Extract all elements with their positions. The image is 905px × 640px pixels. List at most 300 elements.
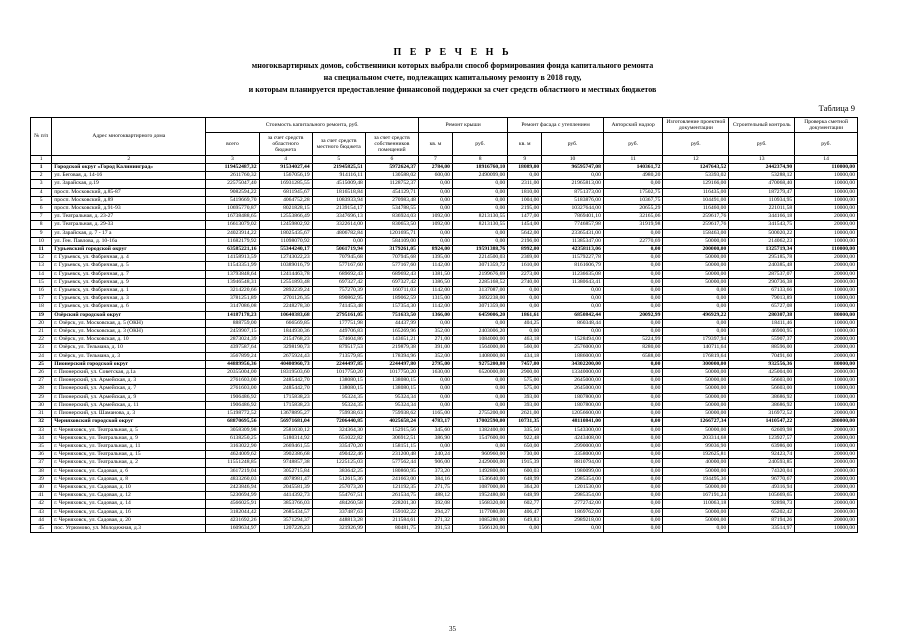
row-value: 110063,18 <box>663 500 729 508</box>
row-value: 759938,62 <box>365 410 418 418</box>
row-value: 0,00 <box>603 303 663 311</box>
row-address: г. Черняховск, ул. Садовая, д. 16 <box>52 508 206 516</box>
row-value: 890862,95 <box>312 295 365 303</box>
row-address: ул. Театральная, д. 23-27 <box>52 213 206 221</box>
row-value: 20000,00 <box>795 467 858 475</box>
row-value: 0,00 <box>603 377 663 385</box>
row-value: 10695770,87 <box>206 205 259 213</box>
row-value: 130588,02 <box>365 172 418 180</box>
row-address: г. Черняховск, ул. Театральная, д. 2 <box>52 459 206 467</box>
row-number: 26 <box>31 369 52 377</box>
table-row <box>31 451 858 459</box>
row-address: г. Черняховск, ул. Садовая, д. 8 <box>52 475 206 483</box>
row-address: просп. Московский, д.85-87 <box>52 188 206 196</box>
row-value: 0,00 <box>418 196 452 204</box>
row-value: 21945825,51 <box>312 164 365 172</box>
row-value: 906,00 <box>418 459 452 467</box>
row-value: 1610,00 <box>508 262 542 270</box>
row-value: 6850842,44 <box>542 311 604 319</box>
row-address: г. Черняховск, ул. Театральная, д. 5 <box>52 426 206 434</box>
row-value: 1165,00 <box>418 410 452 418</box>
row-value: 3347696,13 <box>312 213 365 221</box>
row-address: г. Черняховск, ул. Театральная, д. 15 <box>52 451 206 459</box>
row-value: 960960,00 <box>452 451 507 459</box>
row-value: 228201,30 <box>365 500 418 508</box>
row-value: 6520000,00 <box>452 369 507 377</box>
row-value: 49316,94 <box>729 483 795 491</box>
row-value: 2611760,32 <box>206 172 259 180</box>
table-row <box>31 303 858 311</box>
row-value: 577167,60 <box>365 262 418 270</box>
row-address: г. Пионерский, ул. Армейская, д. 7 <box>52 385 206 393</box>
table-row <box>31 205 858 213</box>
row-value: 324364,30 <box>312 426 365 434</box>
row-value: 2755200,00 <box>452 410 507 418</box>
row-value: 11236635,08 <box>542 270 604 278</box>
row-value: 648,99 <box>508 475 542 483</box>
table-row <box>31 336 858 344</box>
row-value: 1142,00 <box>418 303 452 311</box>
row-value: 584109,00 <box>365 237 418 245</box>
row-value: 1492800,00 <box>452 467 507 475</box>
row-value: 10000,00 <box>795 205 858 213</box>
row-value: 280000,00 <box>795 418 858 426</box>
row-value: 575,00 <box>508 377 542 385</box>
row-value: 12459802,92 <box>259 221 312 229</box>
row-value: 1207226,23 <box>259 524 312 532</box>
row-value: 0,00 <box>603 451 663 459</box>
table-row <box>31 229 858 237</box>
row-address: г. Озёрск, ул. Тельмана, д. 3 <box>52 352 206 360</box>
row-value: 0,00 <box>452 385 507 393</box>
row-value: 3137087,00 <box>452 287 507 295</box>
row-value: 0,00 <box>603 385 663 393</box>
row-value: 1568320,00 <box>452 500 507 508</box>
row-value: 0,00 <box>542 524 604 532</box>
row-value: 1382400,00 <box>452 426 507 434</box>
row-value: 10000,00 <box>795 196 858 204</box>
header-regional: за счет средств областного бюджета <box>259 133 312 156</box>
row-value: 306912,51 <box>365 434 418 442</box>
row-value: 0,00 <box>508 172 542 180</box>
row-value: 56603,00 <box>729 385 795 393</box>
row-value: 0,00 <box>603 401 663 409</box>
row-value: 2795161,05 <box>312 311 365 319</box>
row-value: 1807800,00 <box>542 401 604 409</box>
row-value: 1142,00 <box>418 262 452 270</box>
row-value: 4624009,62 <box>206 451 259 459</box>
row-value: 10000,00 <box>795 287 858 295</box>
row-value: 23365431,00 <box>542 229 604 237</box>
row-value: 2139154,17 <box>312 205 365 213</box>
table-row <box>31 196 858 204</box>
row-value: 143651,21 <box>365 336 418 344</box>
row-value: 0,00 <box>603 467 663 475</box>
row-value: 203314,68 <box>663 434 729 442</box>
header-supervision-unit: руб. <box>603 133 663 156</box>
row-value: 0,00 <box>603 278 663 286</box>
row-value: 18089,00 <box>508 164 542 172</box>
row-value: 20000,00 <box>795 262 858 270</box>
row-value: 0,00 <box>603 287 663 295</box>
row-value: 13678895,27 <box>259 410 312 418</box>
row-address: г. Черняховск, ул. Садовая, д. 20 <box>52 516 206 524</box>
header-design: Изготовление проектной документации <box>663 118 729 133</box>
column-number: 2 <box>52 156 206 164</box>
row-value: 391,53 <box>418 524 452 532</box>
row-address: г. Пионерский, ул. Шаманова, д. 3 <box>52 410 206 418</box>
row-value: 20000,00 <box>795 352 858 360</box>
row-value: 2581030,12 <box>259 426 312 434</box>
row-value: 96770,67 <box>729 475 795 483</box>
row-value: 11098070,92 <box>259 237 312 245</box>
row-value: 2485442,70 <box>259 377 312 385</box>
row-value: 1087000,00 <box>452 483 507 491</box>
row-value: 157354,30 <box>365 303 418 311</box>
row-value: 689692,43 <box>365 270 418 278</box>
row-value: 0,00 <box>603 180 663 188</box>
row-value: 10000,00 <box>795 328 858 336</box>
row-value: 393,00 <box>508 393 542 401</box>
row-value: 4397587,64 <box>206 344 259 352</box>
row-value: 707945,68 <box>365 254 418 262</box>
table-row <box>31 483 858 491</box>
row-value: 110000,00 <box>795 246 858 254</box>
row-value: 10000,00 <box>795 385 858 393</box>
row-value: 8213130,55 <box>452 221 507 229</box>
row-value: 20000,00 <box>795 344 858 352</box>
row-value: 0,00 <box>603 508 663 516</box>
row-value: 10367,75 <box>603 196 663 204</box>
row-value: 730,00 <box>508 451 542 459</box>
row-value: 321926,99 <box>312 524 365 532</box>
row-value: 110000,00 <box>795 164 858 172</box>
row-address: г. Пионерский, ул. Армейская, д. 9 <box>52 393 206 401</box>
row-value: 6138250,25 <box>206 434 259 442</box>
row-value: 0,00 <box>542 287 604 295</box>
row-number: 20 <box>31 319 52 327</box>
row-value: 0,00 <box>603 328 663 336</box>
row-value: 0,00 <box>418 229 452 237</box>
row-address: ул. Зарайская, д.19 <box>52 180 206 188</box>
row-address: ул. Ген. Павлова, д. 10-16а <box>52 237 206 245</box>
row-value: 257073,20 <box>312 483 365 491</box>
row-number: 18 <box>31 303 52 311</box>
row-value: 1085280,00 <box>452 516 507 524</box>
row-value: 3322614,00 <box>312 221 365 229</box>
row-value: 2985354,00 <box>542 475 604 483</box>
row-value: 9748857,38 <box>259 459 312 467</box>
row-value: 488,12 <box>418 492 452 500</box>
row-value: 138080,15 <box>312 377 365 385</box>
table-row <box>31 311 858 319</box>
row-value: 6588,00 <box>603 352 663 360</box>
row-value: 68870695,56 <box>206 418 259 426</box>
row-value: 0,00 <box>663 303 729 311</box>
row-value: 6811945,67 <box>259 188 312 196</box>
table-row <box>31 188 858 196</box>
row-value: 13946548,31 <box>206 278 259 286</box>
row-value: 241663,00 <box>365 475 418 483</box>
row-value: 12553866,49 <box>259 213 312 221</box>
row-value: 50000,00 <box>663 385 729 393</box>
row-value: 20000,00 <box>795 500 858 508</box>
row-value: 649,83 <box>508 516 542 524</box>
row-value: 5972624,37 <box>365 164 418 172</box>
row-value: 2154768,23 <box>259 336 312 344</box>
row-value: 335,50 <box>508 426 542 434</box>
row-value: 3163022,90 <box>206 442 259 450</box>
row-value: 38686,92 <box>729 401 795 409</box>
row-value: 1869762,00 <box>542 508 604 516</box>
row-value: 0,00 <box>452 188 507 196</box>
row-value: 187279,47 <box>729 188 795 196</box>
row-value: 31919,98 <box>603 221 663 229</box>
row-value: 140361,72 <box>603 164 663 172</box>
row-address: г. Гурьевск, ул. Фабричная, д. 3 <box>52 295 206 303</box>
row-value: 5183876,00 <box>542 196 604 204</box>
row-value: 5642,00 <box>508 229 542 237</box>
row-value: 0,00 <box>452 180 507 188</box>
row-value: 4806782,84 <box>312 229 365 237</box>
row-value: 1325719,34 <box>729 246 795 254</box>
row-value: 20000,00 <box>795 426 858 434</box>
row-value: 2490099,00 <box>452 172 507 180</box>
row-number: 6 <box>31 205 52 213</box>
row-value: 22575047,40 <box>206 180 259 188</box>
row-address: г. Черняховск, ул. Садовая, д. 14 <box>52 500 206 508</box>
row-value: 0,00 <box>542 328 604 336</box>
row-value: 50000,00 <box>663 369 729 377</box>
row-address: Озёрский городской округ <box>52 311 206 319</box>
row-value: 888759,00 <box>206 319 259 327</box>
row-value: 0,00 <box>603 229 663 237</box>
row-value: 1906486,92 <box>206 401 259 409</box>
row-value: 2761603,00 <box>206 377 259 385</box>
row-value: 0,00 <box>603 410 663 418</box>
row-value: 0,00 <box>603 369 663 377</box>
row-number: 21 <box>31 328 52 336</box>
row-value: 2285168,52 <box>452 278 507 286</box>
row-number: 19 <box>31 311 52 319</box>
row-value: 0,00 <box>663 524 729 532</box>
row-value: 46900,95 <box>729 328 795 336</box>
row-value: 12551893,48 <box>259 278 312 286</box>
row-value: 119452487,32 <box>206 164 259 172</box>
row-value: 1547600,00 <box>452 434 507 442</box>
row-value: 751633,50 <box>365 311 418 319</box>
row-address: Черняховский городской округ <box>52 418 206 426</box>
row-value: 648,99 <box>508 492 542 500</box>
row-value: 20000,00 <box>795 475 858 483</box>
row-address: г. Черняховск, ул. Садовая, д. 12 <box>52 492 206 500</box>
row-value: 0,00 <box>603 434 663 442</box>
row-value: 219879,38 <box>365 344 418 352</box>
row-value: 2900,00 <box>508 369 542 377</box>
row-value: 88596,00 <box>729 344 795 352</box>
row-address: пос. Угрюмово, ул. Молодежная, д.3 <box>52 524 206 532</box>
row-value: 20000,00 <box>795 213 858 221</box>
row-value: 0,00 <box>542 303 604 311</box>
row-value: 12056600,00 <box>542 410 604 418</box>
column-number: 14 <box>795 156 858 164</box>
row-value: 177751,98 <box>312 319 365 327</box>
row-value: 92898,73 <box>729 500 795 508</box>
row-value: 0,00 <box>603 393 663 401</box>
row-address: ул. Беговая, д. 14-16 <box>52 172 206 180</box>
repair-table <box>30 117 858 533</box>
row-value: 22770,69 <box>603 237 663 245</box>
row-value: 574604,86 <box>312 336 365 344</box>
row-value: 79013,89 <box>729 295 795 303</box>
row-value: 2985354,00 <box>542 492 604 500</box>
row-value: 50000,00 <box>663 516 729 524</box>
row-value: 4064752,28 <box>259 196 312 204</box>
row-value: 50000,00 <box>663 467 729 475</box>
row-value: 116435,00 <box>663 188 729 196</box>
row-value: 10000,00 <box>795 303 858 311</box>
row-value: 0,00 <box>603 295 663 303</box>
row-value: 2459907,15 <box>206 328 259 336</box>
row-value: 152915,56 <box>365 426 418 434</box>
row-value: 337487,63 <box>312 508 365 516</box>
row-value: 63585221,16 <box>206 246 259 254</box>
row-value: 1543300,00 <box>542 426 604 434</box>
row-value: 92423,74 <box>729 451 795 459</box>
row-value: 160711,03 <box>365 287 418 295</box>
row-number: 42 <box>31 500 52 508</box>
row-value: 116460,00 <box>663 205 729 213</box>
row-value: 2873024,39 <box>206 336 259 344</box>
row-value: 0,00 <box>603 319 663 327</box>
row-number: 43 <box>31 508 52 516</box>
table-row <box>31 467 858 475</box>
row-value: 2740,00 <box>508 278 542 286</box>
row-address: г. Черняховск, ул. Театральная, д. 11 <box>52 442 206 450</box>
table-row <box>31 401 858 409</box>
row-value: 194495,36 <box>663 475 729 483</box>
row-value: 707945,68 <box>312 254 365 262</box>
row-number: 27 <box>31 377 52 385</box>
row-value: 373,20 <box>418 467 452 475</box>
row-value: 0,00 <box>418 319 452 327</box>
row-value: 24023914,22 <box>206 229 259 237</box>
row-value: 2772742,00 <box>542 500 604 508</box>
row-value: 1225125,03 <box>312 459 365 467</box>
row-number: 29 <box>31 393 52 401</box>
row-value: 138080,15 <box>365 377 418 385</box>
table-row <box>31 377 858 385</box>
row-value: 3071359,00 <box>452 303 507 311</box>
row-value: 16738488,65 <box>206 213 259 221</box>
row-value: 6459006,20 <box>452 311 507 319</box>
table-row <box>31 213 858 221</box>
row-value: 7869401,10 <box>542 213 604 221</box>
row-value: 2795,00 <box>418 360 452 368</box>
row-value: 20000,00 <box>795 434 858 442</box>
row-value: 2403006,20 <box>452 328 507 336</box>
row-value: 10000,00 <box>795 237 858 245</box>
row-value: 391,00 <box>418 344 452 352</box>
row-value: 14187178,23 <box>206 311 259 319</box>
header-roof-group: Ремонт крыши <box>418 118 507 133</box>
row-value: 1004,00 <box>508 196 542 204</box>
row-value: 20355004,00 <box>206 369 259 377</box>
row-value: 20000,00 <box>795 278 858 286</box>
row-value: 0,00 <box>452 229 507 237</box>
row-value: 364,20 <box>508 483 542 491</box>
row-value: 0,00 <box>418 188 452 196</box>
header-facade-cost: руб. <box>542 133 604 156</box>
row-value: 70491,60 <box>729 352 795 360</box>
table-row <box>31 459 858 467</box>
table-row <box>31 237 858 245</box>
row-number: 16 <box>31 287 52 295</box>
row-value: 650,00 <box>508 442 542 450</box>
row-value: 20000,00 <box>795 410 858 418</box>
row-value: 1084000,00 <box>452 336 507 344</box>
row-value: 879517,53 <box>312 344 365 352</box>
table-row <box>31 180 858 188</box>
table-row <box>31 246 858 254</box>
row-value: 10389016,79 <box>259 262 312 270</box>
table-row <box>31 492 858 500</box>
row-value: 0,00 <box>542 172 604 180</box>
row-value: 0,00 <box>603 442 663 450</box>
row-value: 123927,57 <box>729 434 795 442</box>
row-number: 32 <box>31 418 52 426</box>
column-number: 3 <box>206 156 259 164</box>
row-value: 10000,00 <box>795 172 858 180</box>
row-value: 1536640,00 <box>452 475 507 483</box>
row-value: 18411,46 <box>729 319 795 327</box>
row-value: 2685434,57 <box>259 508 312 516</box>
row-value: 0,00 <box>603 516 663 524</box>
table-row <box>31 508 858 516</box>
row-value: 20000,00 <box>795 369 858 377</box>
column-number: 6 <box>365 156 418 164</box>
row-value: 17002590,00 <box>452 418 507 426</box>
row-value: 1408000,00 <box>452 352 507 360</box>
row-value: 2196,00 <box>508 237 542 245</box>
row-value: 5419669,70 <box>206 196 259 204</box>
row-value: 32165,06 <box>603 213 663 221</box>
row-value: 44889956,36 <box>206 360 259 368</box>
row-value: 0,00 <box>663 287 729 295</box>
row-value: 20000,00 <box>795 221 858 229</box>
row-value: 20000,00 <box>795 270 858 278</box>
row-value: 0,00 <box>603 492 663 500</box>
row-value: 91534027,44 <box>259 164 312 172</box>
table-row <box>31 172 858 180</box>
row-value: 7457,00 <box>508 360 542 368</box>
row-value: 20000,00 <box>795 483 858 491</box>
row-value: 1315,00 <box>418 295 452 303</box>
row-value: 17502,75 <box>603 188 663 196</box>
table-row <box>31 270 858 278</box>
row-value: 11380643,41 <box>542 278 604 286</box>
row-value: 0,00 <box>452 196 507 204</box>
row-value: 2423846,94 <box>206 483 259 491</box>
row-number: 8 <box>31 221 52 229</box>
row-value: 87194,26 <box>729 516 795 524</box>
row-value: 42358113,06 <box>542 246 604 254</box>
row-address: г. Гурьевск, ул. Фабричная, д. 4 <box>52 254 206 262</box>
row-number: 35 <box>31 442 52 450</box>
row-value: 335470,20 <box>312 442 365 450</box>
row-value: 34302200,00 <box>542 360 604 368</box>
document-subtitle-line-3: и которым планируется предоставление финансовой поддержки за счет средств областного и местных бюджетов <box>248 85 657 94</box>
